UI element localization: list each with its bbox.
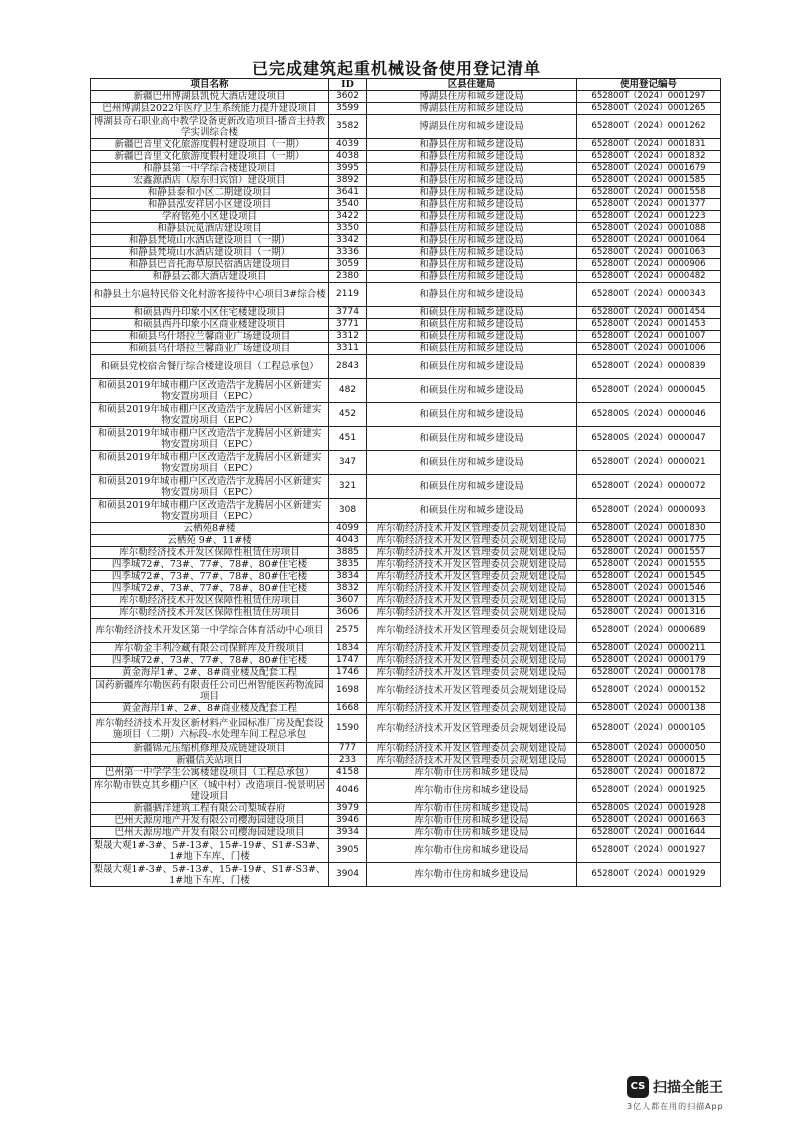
cell-id: 3540 [329, 199, 367, 211]
cell-project-name: 和静县第一中学综合楼建设项目 [91, 163, 329, 175]
table-row [91, 271, 721, 283]
cell-bureau: 和硕县住房和城乡建设局 [367, 499, 577, 523]
cell-id: 3607 [329, 595, 367, 607]
cell-registration-number: 652800T（2024）0001223 [577, 211, 721, 223]
cell-registration-number: 652800T（2024）0001454 [577, 307, 721, 319]
table-row [91, 571, 721, 583]
cell-registration-number: 652800T（2024）0001063 [577, 247, 721, 259]
table-row [91, 655, 721, 667]
cell-registration-number: 652800T（2024）0001679 [577, 163, 721, 175]
table-row [91, 679, 721, 703]
cell-bureau: 和静县住房和城乡建设局 [367, 259, 577, 271]
header-id: ID [329, 79, 367, 91]
cell-bureau: 和静县住房和城乡建设局 [367, 271, 577, 283]
table-header-row [91, 79, 721, 91]
cell-bureau: 和硕县住房和城乡建设局 [367, 343, 577, 355]
table-row [91, 827, 721, 839]
cell-registration-number: 652800T（2024）0000211 [577, 643, 721, 655]
cell-project-name: 黄金海岸1#、2#、8#商业楼及配套工程 [91, 703, 329, 715]
cell-id: 451 [329, 427, 367, 451]
cell-project-name: 和静县梵境山水酒店建设项目（一期） [91, 235, 329, 247]
cell-bureau: 库尔勒经济技术开发区管理委员会规划建设局 [367, 571, 577, 583]
cell-project-name: 宏鑫源酒店（原东归宾馆）建设项目 [91, 175, 329, 187]
cell-project-name: 和硕县2019年城市棚户区改造浩宇龙腾居小区新建实物安置房项目（EPC） [91, 427, 329, 451]
cell-bureau: 库尔勒经济技术开发区管理委员会规划建设局 [367, 535, 577, 547]
table-row [91, 523, 721, 535]
watermark-app-name: 扫描全能王 [653, 1080, 723, 1096]
table-row [91, 499, 721, 523]
cell-project-name: 和硕县西丹印象小区商业楼建设项目 [91, 319, 329, 331]
table-row [91, 235, 721, 247]
cell-registration-number: 652800S（2024）0001928 [577, 803, 721, 815]
table-row [91, 379, 721, 403]
cell-id: 4038 [329, 151, 367, 163]
cell-id: 452 [329, 403, 367, 427]
cell-project-name: 和硕县2019年城市棚户区改造浩宇龙腾居小区新建实物安置房项目（EPC） [91, 475, 329, 499]
cell-id: 1698 [329, 679, 367, 703]
cell-id: 3606 [329, 607, 367, 619]
cell-bureau: 博湖县住房和城乡建设局 [367, 115, 577, 139]
cell-id: 3771 [329, 319, 367, 331]
registration-table [90, 78, 721, 887]
cell-bureau: 库尔勒经济技术开发区管理委员会规划建设局 [367, 607, 577, 619]
cell-bureau: 和静县住房和城乡建设局 [367, 199, 577, 211]
table-row [91, 103, 721, 115]
cell-bureau: 博湖县住房和城乡建设局 [367, 91, 577, 103]
cell-registration-number: 652800T（2024）0001088 [577, 223, 721, 235]
cell-project-name: 新疆巴音里文化旅游度假村建设项目（一期） [91, 151, 329, 163]
watermark-slogan: 3亿人都在用的扫描App [627, 1102, 724, 1111]
cell-bureau: 库尔勒市住房和城乡建设局 [367, 827, 577, 839]
cell-project-name: 新疆锦元压缩机修理及成链建设项目 [91, 743, 329, 755]
cell-bureau: 库尔勒经济技术开发区管理委员会规划建设局 [367, 655, 577, 667]
cell-id: 3311 [329, 343, 367, 355]
cell-registration-number: 652800T（2024）0001775 [577, 535, 721, 547]
cell-registration-number: 652800T（2024）0000839 [577, 355, 721, 379]
cell-registration-number: 652800T（2024）0001830 [577, 523, 721, 535]
table-row [91, 247, 721, 259]
cell-id: 3905 [329, 839, 367, 863]
cell-bureau: 库尔勒市住房和城乡建设局 [367, 779, 577, 803]
cell-project-name: 国药新疆库尔勒医药有限责任公司巴州智能医药物流园项目 [91, 679, 329, 703]
table-row [91, 715, 721, 743]
cell-project-name: 博湖县奇石职业高中教学设备更新改造项目-播音主持教学实训综合楼 [91, 115, 329, 139]
cell-id: 3422 [329, 211, 367, 223]
cell-registration-number: 652800T（2024）0001262 [577, 115, 721, 139]
cell-bureau: 和硕县住房和城乡建设局 [367, 331, 577, 343]
cell-id: 4043 [329, 535, 367, 547]
cell-bureau: 库尔勒经济技术开发区管理委员会规划建设局 [367, 559, 577, 571]
cell-id: 3641 [329, 187, 367, 199]
table-row [91, 755, 721, 767]
cell-bureau: 库尔勒经济技术开发区管理委员会规划建设局 [367, 667, 577, 679]
cell-bureau: 和静县住房和城乡建设局 [367, 187, 577, 199]
cell-bureau: 和静县住房和城乡建设局 [367, 235, 577, 247]
table-row [91, 223, 721, 235]
cell-bureau: 库尔勒经济技术开发区管理委员会规划建设局 [367, 547, 577, 559]
cell-project-name: 巴州天源房地产开发有限公司樱海园建设项目 [91, 827, 329, 839]
cell-registration-number: 652800T（2024）0001927 [577, 839, 721, 863]
cell-id: 308 [329, 499, 367, 523]
cell-registration-number: 652800T（2024）0000015 [577, 755, 721, 767]
cell-project-name: 云栖苑8#楼 [91, 523, 329, 535]
cell-project-name: 和静县梵境山水酒店建设项目（一期） [91, 247, 329, 259]
cell-project-name: 四季城72#、73#、77#、78#、80#住宅楼 [91, 583, 329, 595]
cell-project-name: 和硕县乌什塔拉兰馨商业广场建设项目 [91, 343, 329, 355]
cell-project-name: 巴州天源房地产开发有限公司樱海园建设项目 [91, 815, 329, 827]
cell-id: 2575 [329, 619, 367, 643]
cell-registration-number: 652800T（2024）0000152 [577, 679, 721, 703]
cell-project-name: 和硕县党校宿舍餐厅综合楼建设项目（工程总承包） [91, 355, 329, 379]
cell-id: 1590 [329, 715, 367, 743]
cell-project-name: 库尔勒市铁克其乡棚户区（城中村）改造项目-悦景明居建设项目 [91, 779, 329, 803]
cell-project-name: 库尔勒金丰利冷藏有限公司保鲜库及升级项目 [91, 643, 329, 655]
cell-id: 4046 [329, 779, 367, 803]
table-row [91, 427, 721, 451]
cell-registration-number: 652800T（2024）0000021 [577, 451, 721, 475]
cell-registration-number: 652800T（2024）0001546 [577, 583, 721, 595]
cell-project-name: 新疆驷洋建筑工程有限公司梨城春府 [91, 803, 329, 815]
table-row [91, 839, 721, 863]
table-row [91, 583, 721, 595]
table-row [91, 331, 721, 343]
table-row [91, 151, 721, 163]
table-row [91, 643, 721, 655]
table-body [91, 91, 721, 887]
cell-registration-number: 652800T（2024）0001644 [577, 827, 721, 839]
cell-id: 3934 [329, 827, 367, 839]
camscanner-logo-icon: CS [627, 1076, 649, 1098]
cell-registration-number: 652800T（2024）0000045 [577, 379, 721, 403]
cell-id: 3946 [329, 815, 367, 827]
cell-project-name: 学府铭苑小区建设项目 [91, 211, 329, 223]
cell-bureau: 库尔勒市住房和城乡建设局 [367, 863, 577, 887]
cell-bureau: 库尔勒市住房和城乡建设局 [367, 803, 577, 815]
table-row [91, 559, 721, 571]
cell-registration-number: 652800T（2024）0000050 [577, 743, 721, 755]
cell-id: 3904 [329, 863, 367, 887]
table-row [91, 779, 721, 803]
cell-project-name: 四季城72#、73#、77#、78#、80#住宅楼 [91, 655, 329, 667]
cell-project-name: 和静县土尔扈特民俗文化村游客接待中心项目3#综合楼 [91, 283, 329, 307]
cell-registration-number: 652800T（2024）0000906 [577, 259, 721, 271]
cell-registration-number: 652800T（2024）0000178 [577, 667, 721, 679]
cell-bureau: 和静县住房和城乡建设局 [367, 247, 577, 259]
cell-bureau: 库尔勒经济技术开发区管理委员会规划建设局 [367, 715, 577, 743]
table-row [91, 535, 721, 547]
cell-bureau: 和静县住房和城乡建设局 [367, 175, 577, 187]
cell-id: 2380 [329, 271, 367, 283]
cell-id: 4158 [329, 767, 367, 779]
table-row [91, 259, 721, 271]
cell-project-name: 和硕县2019年城市棚户区改造浩宇龙腾居小区新建实物安置房项目（EPC） [91, 379, 329, 403]
table-row [91, 319, 721, 331]
cell-id: 3602 [329, 91, 367, 103]
cell-project-name: 云栖苑 9#、11#楼 [91, 535, 329, 547]
cell-registration-number: 652800T（2024）0001007 [577, 331, 721, 343]
table-row [91, 607, 721, 619]
table-row [91, 667, 721, 679]
cell-id: 3835 [329, 559, 367, 571]
cell-project-name: 四季城72#、73#、77#、78#、80#住宅楼 [91, 571, 329, 583]
cell-bureau: 库尔勒经济技术开发区管理委员会规划建设局 [367, 523, 577, 535]
cell-registration-number: 652800T（2024）0001064 [577, 235, 721, 247]
cell-registration-number: 652800T（2024）0001585 [577, 175, 721, 187]
table-row [91, 451, 721, 475]
cell-project-name: 四季城72#、73#、77#、78#、80#住宅楼 [91, 559, 329, 571]
cell-id: 233 [329, 755, 367, 767]
table-row [91, 619, 721, 643]
cell-bureau: 和硕县住房和城乡建设局 [367, 403, 577, 427]
cell-project-name: 库尔勒经济技术开发区保障性租赁住房项目 [91, 595, 329, 607]
cell-bureau: 库尔勒经济技术开发区管理委员会规划建设局 [367, 679, 577, 703]
cell-bureau: 库尔勒经济技术开发区管理委员会规划建设局 [367, 595, 577, 607]
cell-registration-number: 652800T（2024）0000482 [577, 271, 721, 283]
cell-project-name: 和静县巴音托海草原民宿酒店建设项目 [91, 259, 329, 271]
table-row [91, 595, 721, 607]
cell-bureau: 和静县住房和城乡建设局 [367, 211, 577, 223]
cell-project-name: 库尔勒经济技术开发区新材料产业园标准厂房及配套设施项目（二期）六标段-水处理车间工程总承包 [91, 715, 329, 743]
table-row [91, 283, 721, 307]
cell-registration-number: 652800S（2024）0000047 [577, 427, 721, 451]
header-project-name: 项目名称 [91, 79, 329, 91]
table-row [91, 547, 721, 559]
cell-bureau: 和硕县住房和城乡建设局 [367, 427, 577, 451]
cell-id: 3995 [329, 163, 367, 175]
cell-id: 4039 [329, 139, 367, 151]
cell-registration-number: 652800T（2024）0001265 [577, 103, 721, 115]
cell-bureau: 库尔勒经济技术开发区管理委员会规划建设局 [367, 743, 577, 755]
cell-registration-number: 652800T（2024）0001872 [577, 767, 721, 779]
cell-bureau: 库尔勒经济技术开发区管理委员会规划建设局 [367, 703, 577, 715]
table-row [91, 139, 721, 151]
cell-id: 3582 [329, 115, 367, 139]
cell-bureau: 和静县住房和城乡建设局 [367, 139, 577, 151]
cell-registration-number: 652800T（2024）0001663 [577, 815, 721, 827]
table-row [91, 91, 721, 103]
cell-bureau: 和硕县住房和城乡建设局 [367, 475, 577, 499]
cell-bureau: 和静县住房和城乡建设局 [367, 283, 577, 307]
cell-id: 1746 [329, 667, 367, 679]
cell-registration-number: 652800T（2024）0001006 [577, 343, 721, 355]
cell-project-name: 新疆巴州博湖县凯悦大酒店建设项目 [91, 91, 329, 103]
cell-project-name: 和静县泰和小区二期建设项目 [91, 187, 329, 199]
cell-registration-number: 652800T（2024）0001545 [577, 571, 721, 583]
table-row [91, 743, 721, 755]
cell-project-name: 梨晟大观1#-3#、5#-13#、15#-19#、S1#-S3#、1#地下车库、门楼 [91, 839, 329, 863]
cell-bureau: 和静县住房和城乡建设局 [367, 163, 577, 175]
cell-project-name: 新疆巴音里文化旅游度假村建设项目（一期） [91, 139, 329, 151]
cell-id: 347 [329, 451, 367, 475]
cell-bureau: 和硕县住房和城乡建设局 [367, 319, 577, 331]
cell-registration-number: 652800T（2024）0000072 [577, 475, 721, 499]
table-row [91, 403, 721, 427]
scanner-watermark [627, 1076, 777, 1112]
cell-project-name: 和硕县乌什塔拉兰馨商业广场建设项目 [91, 331, 329, 343]
cell-registration-number: 652800T（2024）0000138 [577, 703, 721, 715]
cell-registration-number: 652800T（2024）0001555 [577, 559, 721, 571]
table-row [91, 175, 721, 187]
cell-bureau: 库尔勒市住房和城乡建设局 [367, 815, 577, 827]
cell-id: 3342 [329, 235, 367, 247]
cell-bureau: 和硕县住房和城乡建设局 [367, 307, 577, 319]
cell-id: 321 [329, 475, 367, 499]
cell-project-name: 黄金海岸1#、2#、8#商业楼及配套工程 [91, 667, 329, 679]
table-row [91, 475, 721, 499]
cell-project-name: 和硕县西丹印象小区住宅楼建设项目 [91, 307, 329, 319]
cell-bureau: 博湖县住房和城乡建设局 [367, 103, 577, 115]
cell-id: 777 [329, 743, 367, 755]
cell-id: 3599 [329, 103, 367, 115]
cell-id: 3774 [329, 307, 367, 319]
cell-registration-number: 652800T（2024）0000093 [577, 499, 721, 523]
cell-id: 3059 [329, 259, 367, 271]
table-row [91, 163, 721, 175]
cell-registration-number: 652800T（2024）0001925 [577, 779, 721, 803]
cell-bureau: 和静县住房和城乡建设局 [367, 151, 577, 163]
cell-bureau: 库尔勒市住房和城乡建设局 [367, 767, 577, 779]
cell-id: 3350 [329, 223, 367, 235]
table-row [91, 703, 721, 715]
header-registration-number: 使用登记编号 [577, 79, 721, 91]
cell-id: 1747 [329, 655, 367, 667]
table-row [91, 343, 721, 355]
cell-registration-number: 652800T（2024）0001315 [577, 595, 721, 607]
table-row [91, 187, 721, 199]
cell-registration-number: 652800T（2024）0000105 [577, 715, 721, 743]
cell-id: 3885 [329, 547, 367, 559]
table-row [91, 803, 721, 815]
table-row [91, 355, 721, 379]
table-row [91, 211, 721, 223]
cell-registration-number: 652800T（2024）0001316 [577, 607, 721, 619]
cell-bureau: 库尔勒经济技术开发区管理委员会规划建设局 [367, 755, 577, 767]
cell-project-name: 和硕县2019年城市棚户区改造浩宇龙腾居小区新建实物安置房项目（EPC） [91, 403, 329, 427]
table-row [91, 767, 721, 779]
cell-bureau: 和硕县住房和城乡建设局 [367, 451, 577, 475]
cell-project-name: 和静县沅觅酒店建设项目 [91, 223, 329, 235]
cell-project-name: 和硕县2019年城市棚户区改造浩宇龙腾居小区新建实物安置房项目（EPC） [91, 499, 329, 523]
cell-registration-number: 652800T（2024）0000343 [577, 283, 721, 307]
page-title: 已完成建筑起重机械设备使用登记清单 [251, 59, 541, 78]
cell-project-name: 和静县泓安祥居小区建设项目 [91, 199, 329, 211]
cell-registration-number: 652800T（2024）0001453 [577, 319, 721, 331]
cell-id: 1834 [329, 643, 367, 655]
cell-project-name: 巴州博湖县2022年医疗卫生系统能力提升建设项目 [91, 103, 329, 115]
cell-bureau: 库尔勒市住房和城乡建设局 [367, 839, 577, 863]
cell-project-name: 库尔勒经济技术开发区第一中学综合体育活动中心项目 [91, 619, 329, 643]
cell-registration-number: 652800T（2024）0001929 [577, 863, 721, 887]
cell-id: 3312 [329, 331, 367, 343]
cell-registration-number: 652800T（2024）0000689 [577, 619, 721, 643]
cell-registration-number: 652800T（2024）0000179 [577, 655, 721, 667]
header-bureau: 区县住建局 [367, 79, 577, 91]
cell-id: 3892 [329, 175, 367, 187]
cell-id: 2119 [329, 283, 367, 307]
cell-id: 3832 [329, 583, 367, 595]
cell-bureau: 库尔勒经济技术开发区管理委员会规划建设局 [367, 619, 577, 643]
table-row [91, 199, 721, 211]
cell-id: 1668 [329, 703, 367, 715]
cell-bureau: 库尔勒经济技术开发区管理委员会规划建设局 [367, 583, 577, 595]
cell-bureau: 和硕县住房和城乡建设局 [367, 355, 577, 379]
cell-registration-number: 652800S（2024）0000046 [577, 403, 721, 427]
cell-registration-number: 652800T（2024）0001297 [577, 91, 721, 103]
cell-bureau: 库尔勒经济技术开发区管理委员会规划建设局 [367, 643, 577, 655]
cell-project-name: 和硕县2019年城市棚户区改造浩宇龙腾居小区新建实物安置房项目（EPC） [91, 451, 329, 475]
cell-bureau: 和静县住房和城乡建设局 [367, 223, 577, 235]
cell-project-name: 库尔勒经济技术开发区保障性租赁住房项目 [91, 547, 329, 559]
table-row [91, 115, 721, 139]
cell-id: 4099 [329, 523, 367, 535]
cell-registration-number: 652800T（2024）0001831 [577, 139, 721, 151]
cell-project-name: 和静县云都大酒店建设项目 [91, 271, 329, 283]
table-row [91, 307, 721, 319]
cell-bureau: 和硕县住房和城乡建设局 [367, 379, 577, 403]
cell-id: 482 [329, 379, 367, 403]
cell-project-name: 新疆信关站项目 [91, 755, 329, 767]
table-row [91, 815, 721, 827]
cell-registration-number: 652800T（2024）0001832 [577, 151, 721, 163]
cell-id: 3336 [329, 247, 367, 259]
cell-project-name: 库尔勒经济技术开发区保障性租赁住房项目 [91, 607, 329, 619]
cell-project-name: 梨晟大观1#-3#、5#-13#、15#-19#、S1#-S3#、1#地下车库、门楼 [91, 863, 329, 887]
cell-registration-number: 652800T（2024）0001377 [577, 199, 721, 211]
table-row [91, 863, 721, 887]
cell-id: 3979 [329, 803, 367, 815]
cell-registration-number: 652800T（2024）0001558 [577, 187, 721, 199]
cell-id: 3834 [329, 571, 367, 583]
cell-id: 2843 [329, 355, 367, 379]
cell-project-name: 巴州第一中学学生公寓楼建设项目（工程总承包） [91, 767, 329, 779]
cell-registration-number: 652800T（2024）0001557 [577, 547, 721, 559]
